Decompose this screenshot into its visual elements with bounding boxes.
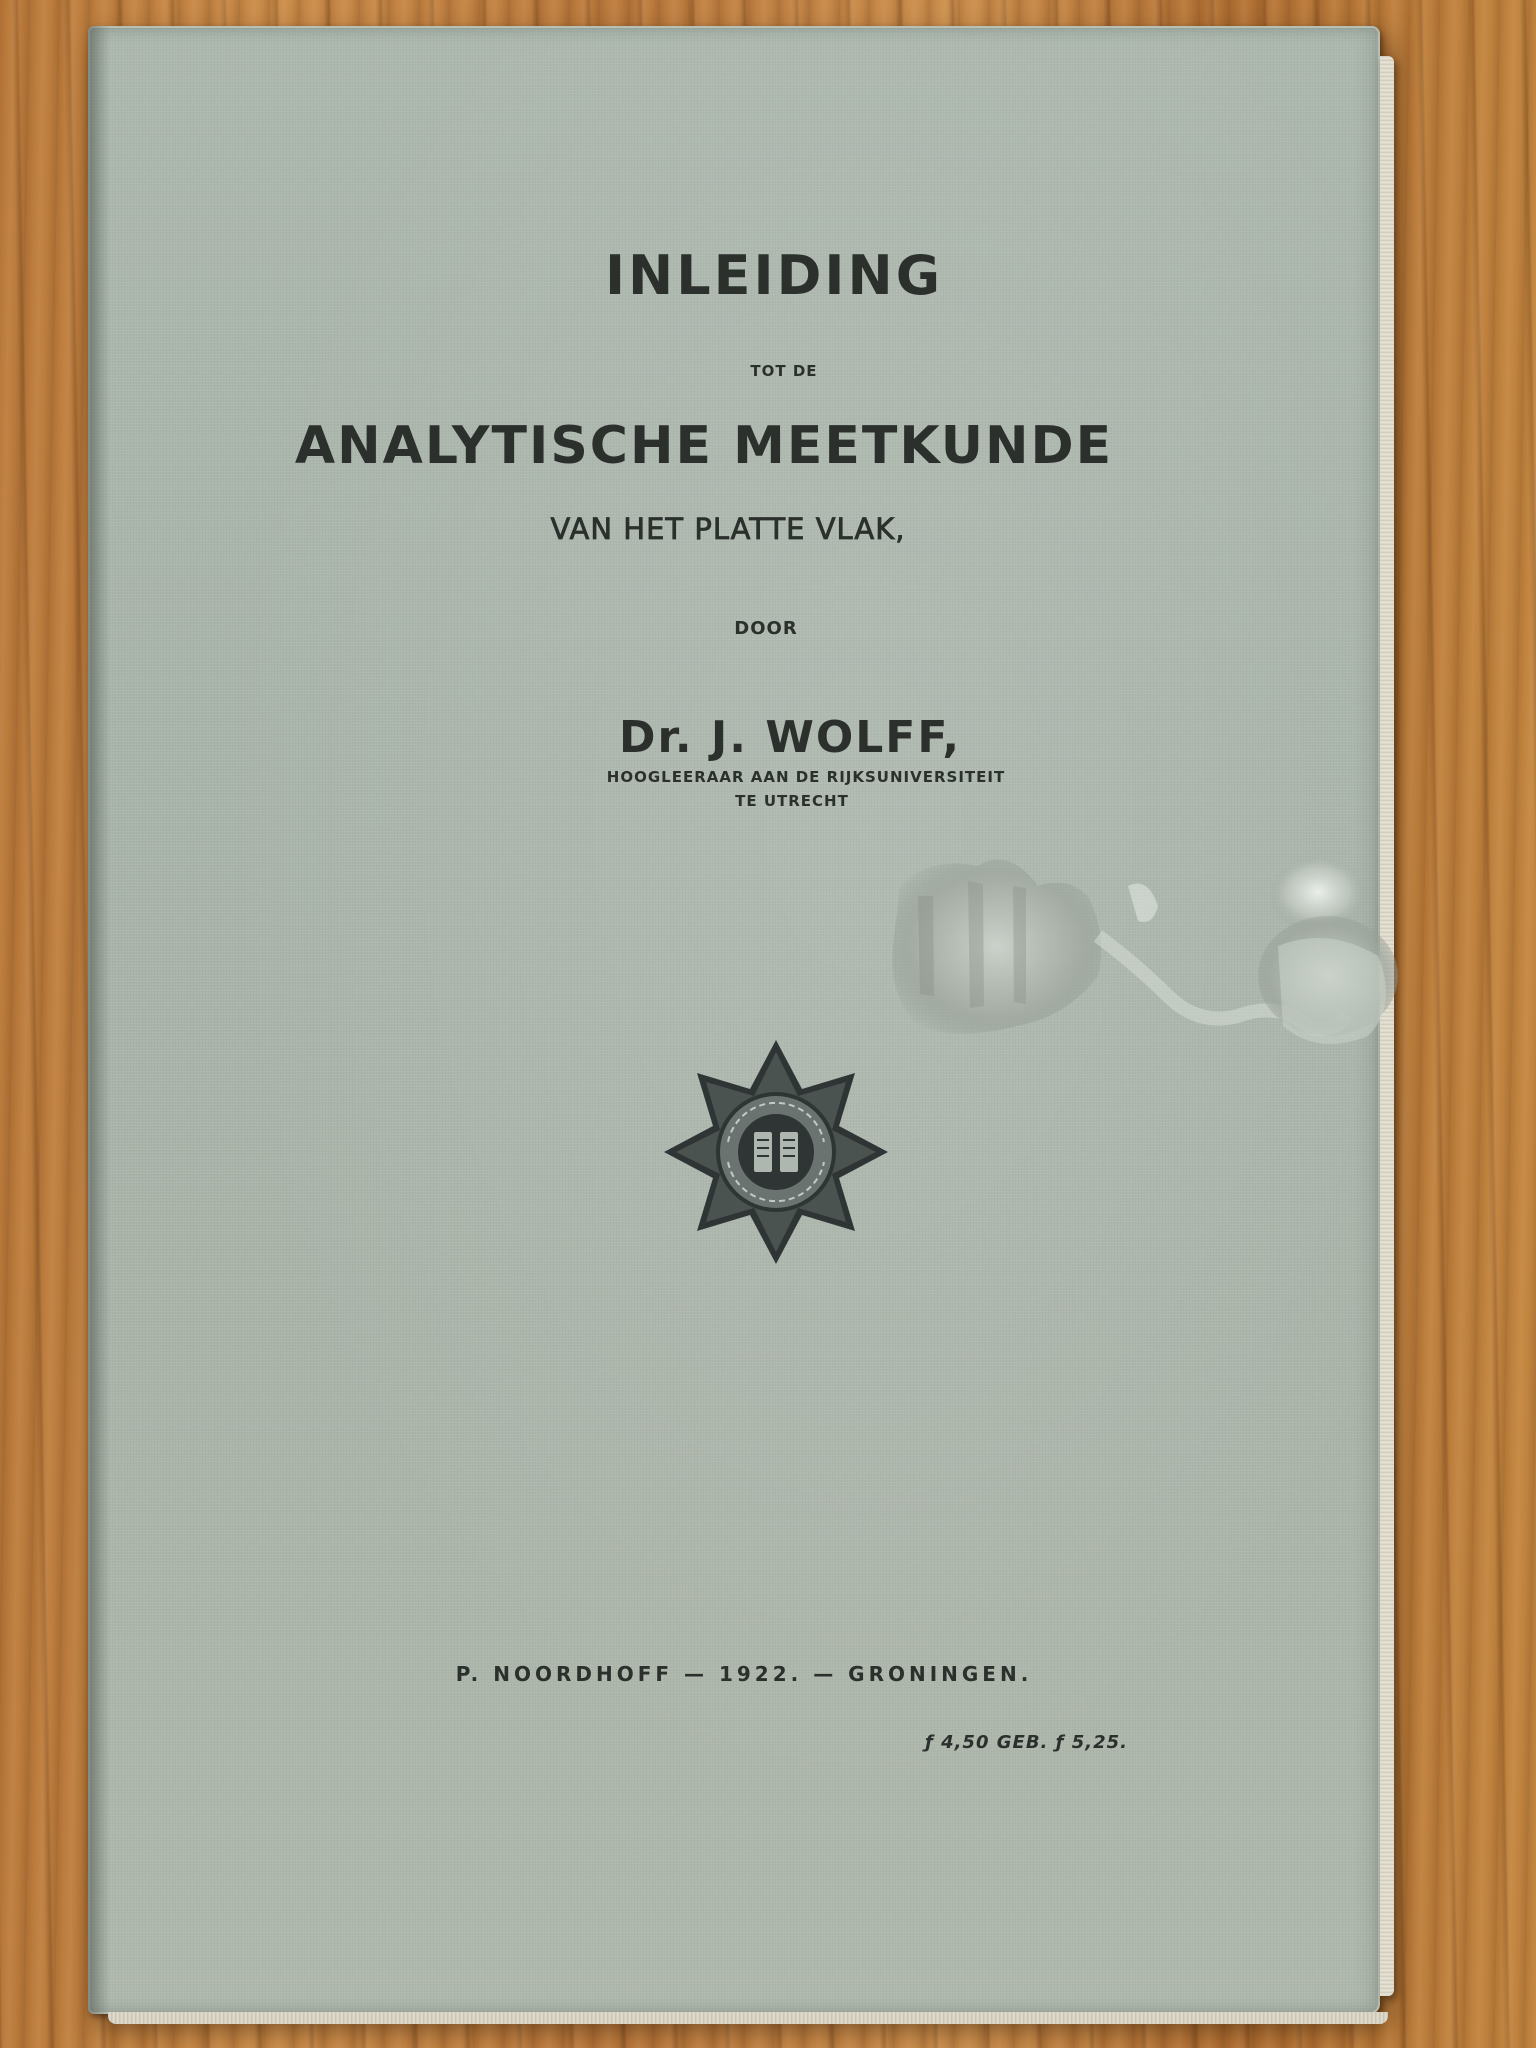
title-connector: TOT DE <box>750 362 818 380</box>
title-inleiding: INLEIDING <box>604 244 944 307</box>
by-label: DOOR <box>734 618 798 639</box>
subtitle: VAN HET PLATTE VLAK, <box>550 512 906 546</box>
publisher-star-emblem-icon <box>660 1036 892 1268</box>
book-cover <box>88 26 1380 2014</box>
cover-spine-edge <box>88 26 110 2014</box>
title-analytische-meetkunde: ANALYTISCHE MEETKUNDE <box>294 416 1114 476</box>
page-edge-bottom <box>108 2012 1388 2024</box>
author-name: Dr. J. WOLFF, <box>618 712 962 763</box>
price-label: ƒ 4,50 GEB. ƒ 5,25. <box>924 1732 1128 1753</box>
author-affiliation: TE UTRECHT <box>735 792 849 810</box>
publisher-line: P. NOORDHOFF — 1922. — GRONINGEN. <box>455 1662 1033 1686</box>
water-stain <box>808 826 1428 1086</box>
author-role: HOOGLEERAAR AAN DE RIJKSUNIVERSITEIT <box>606 768 1006 786</box>
